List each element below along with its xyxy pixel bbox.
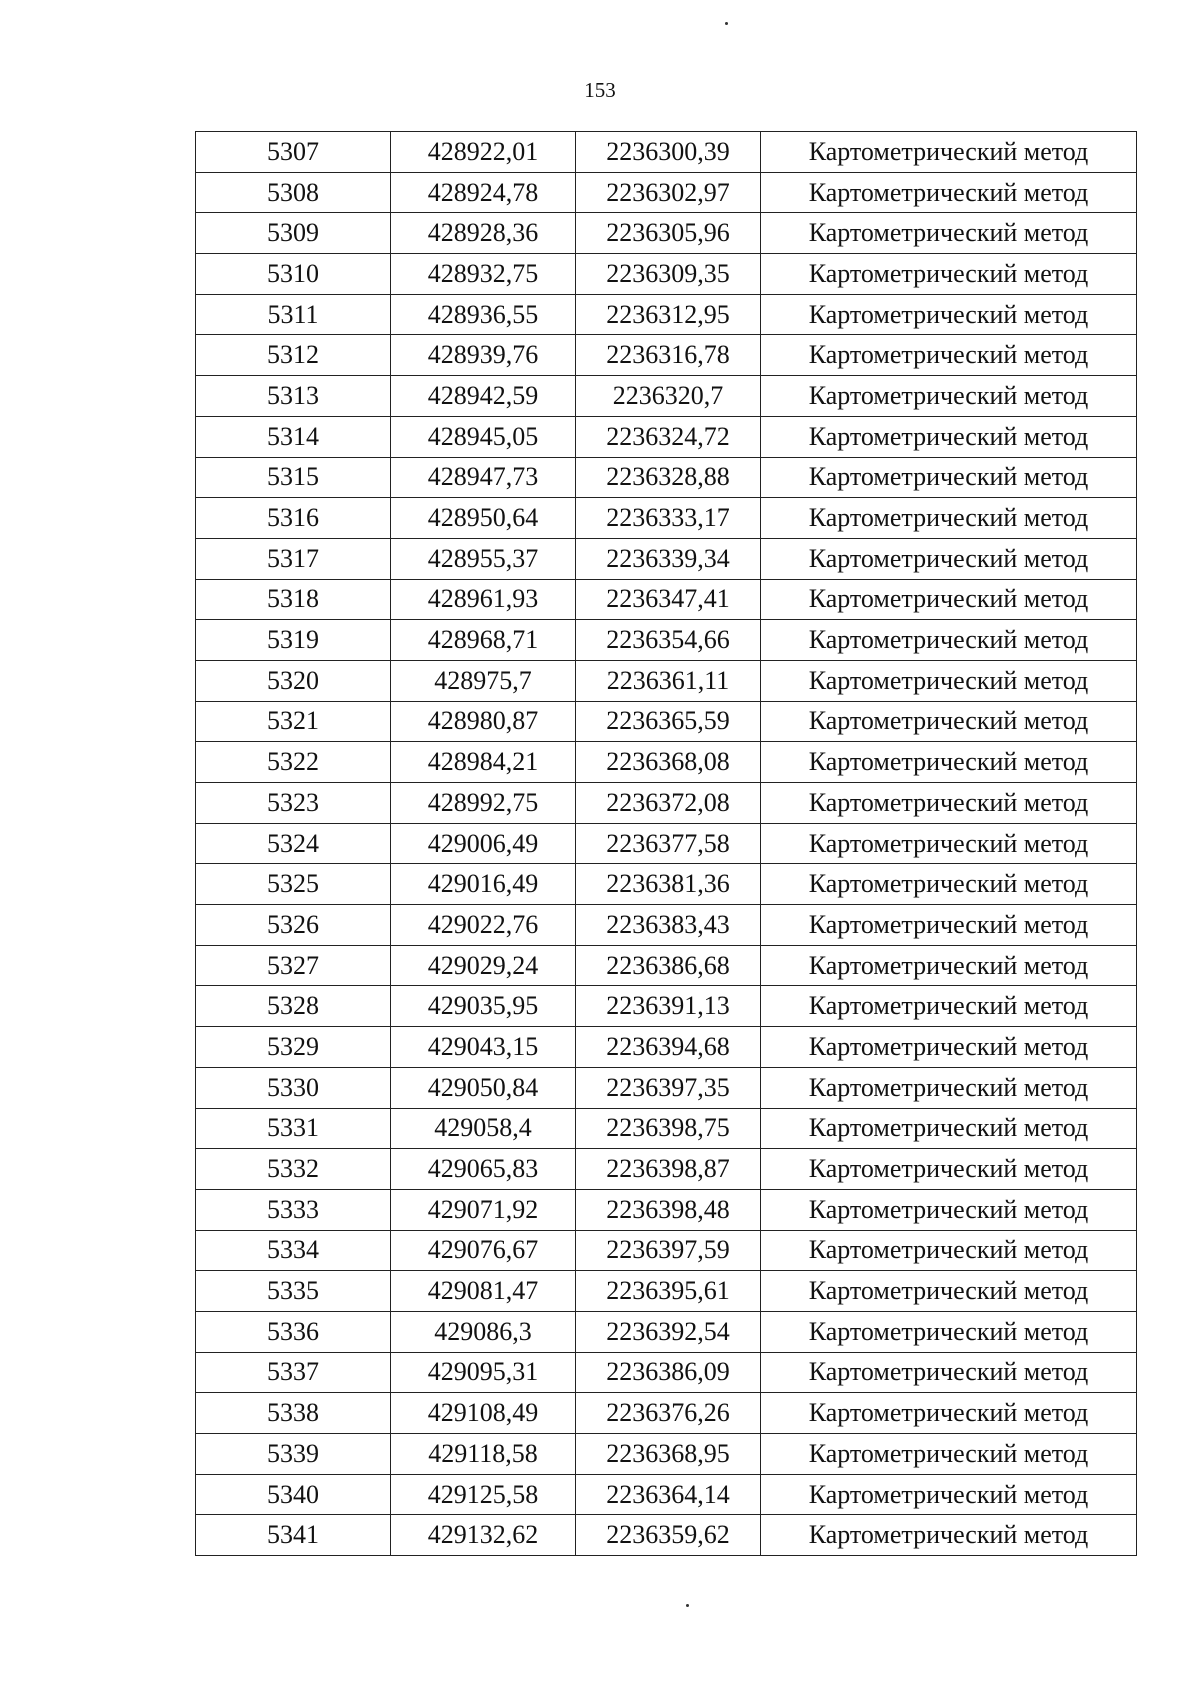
scan-speck	[686, 1604, 689, 1607]
y-coordinate-cell: 2236397,59	[576, 1230, 761, 1271]
table-row	[196, 213, 1137, 254]
table-row	[196, 457, 1137, 498]
y-coordinate-cell: 2236359,62	[576, 1515, 761, 1556]
table-row	[196, 294, 1137, 335]
table-row	[196, 701, 1137, 742]
x-coordinate-cell: 428975,7	[391, 660, 576, 701]
table-row	[196, 538, 1137, 579]
y-coordinate-cell: 2236398,87	[576, 1149, 761, 1190]
table-row	[196, 498, 1137, 539]
x-coordinate-cell: 428942,59	[391, 376, 576, 417]
x-coordinate-cell: 428947,73	[391, 457, 576, 498]
table-row	[196, 1067, 1137, 1108]
method-cell: Картометрический метод	[761, 498, 1137, 539]
table-row	[196, 945, 1137, 986]
table-row	[196, 1108, 1137, 1149]
y-coordinate-cell: 2236372,08	[576, 783, 761, 824]
y-coordinate-cell: 2236398,48	[576, 1189, 761, 1230]
point-number-cell: 5340	[196, 1474, 391, 1515]
y-coordinate-cell: 2236377,58	[576, 823, 761, 864]
x-coordinate-cell: 428939,76	[391, 335, 576, 376]
x-coordinate-cell: 429081,47	[391, 1271, 576, 1312]
method-cell: Картометрический метод	[761, 1108, 1137, 1149]
y-coordinate-cell: 2236398,75	[576, 1108, 761, 1149]
x-coordinate-cell: 428955,37	[391, 538, 576, 579]
table-row	[196, 1027, 1137, 1068]
point-number-cell: 5326	[196, 905, 391, 946]
x-coordinate-cell: 429095,31	[391, 1352, 576, 1393]
table-row	[196, 1393, 1137, 1434]
point-number-cell: 5314	[196, 416, 391, 457]
y-coordinate-cell: 2236333,17	[576, 498, 761, 539]
table-row	[196, 620, 1137, 661]
method-cell: Картометрический метод	[761, 132, 1137, 173]
point-number-cell: 5332	[196, 1149, 391, 1190]
point-number-cell: 5330	[196, 1067, 391, 1108]
point-number-cell: 5318	[196, 579, 391, 620]
x-coordinate-cell: 429029,24	[391, 945, 576, 986]
table-row	[196, 376, 1137, 417]
y-coordinate-cell: 2236305,96	[576, 213, 761, 254]
y-coordinate-cell: 2236383,43	[576, 905, 761, 946]
x-coordinate-cell: 429086,3	[391, 1311, 576, 1352]
y-coordinate-cell: 2236361,11	[576, 660, 761, 701]
y-coordinate-cell: 2236347,41	[576, 579, 761, 620]
point-number-cell: 5333	[196, 1189, 391, 1230]
point-number-cell: 5308	[196, 172, 391, 213]
method-cell: Картометрический метод	[761, 538, 1137, 579]
point-number-cell: 5324	[196, 823, 391, 864]
y-coordinate-cell: 2236397,35	[576, 1067, 761, 1108]
table-row	[196, 1474, 1137, 1515]
y-coordinate-cell: 2236328,88	[576, 457, 761, 498]
method-cell: Картометрический метод	[761, 1271, 1137, 1312]
table-row	[196, 742, 1137, 783]
x-coordinate-cell: 429035,95	[391, 986, 576, 1027]
point-number-cell: 5320	[196, 660, 391, 701]
method-cell: Картометрический метод	[761, 294, 1137, 335]
y-coordinate-cell: 2236386,09	[576, 1352, 761, 1393]
x-coordinate-cell: 428932,75	[391, 254, 576, 295]
point-number-cell: 5310	[196, 254, 391, 295]
y-coordinate-cell: 2236324,72	[576, 416, 761, 457]
x-coordinate-cell: 428928,36	[391, 213, 576, 254]
point-number-cell: 5316	[196, 498, 391, 539]
table-row	[196, 1230, 1137, 1271]
method-cell: Картометрический метод	[761, 945, 1137, 986]
method-cell: Картометрический метод	[761, 1352, 1137, 1393]
page-number: 153	[584, 78, 616, 102]
table-row	[196, 172, 1137, 213]
y-coordinate-cell: 2236320,7	[576, 376, 761, 417]
point-number-cell: 5321	[196, 701, 391, 742]
point-number-cell: 5329	[196, 1027, 391, 1068]
method-cell: Картометрический метод	[761, 823, 1137, 864]
x-coordinate-cell: 428950,64	[391, 498, 576, 539]
point-number-cell: 5334	[196, 1230, 391, 1271]
table-row	[196, 1515, 1137, 1556]
scan-speck	[725, 22, 728, 25]
x-coordinate-cell: 428936,55	[391, 294, 576, 335]
x-coordinate-cell: 429118,58	[391, 1434, 576, 1475]
method-cell: Картометрический метод	[761, 254, 1137, 295]
table-row	[196, 1434, 1137, 1475]
x-coordinate-cell: 428984,21	[391, 742, 576, 783]
method-cell: Картометрический метод	[761, 864, 1137, 905]
table-row	[196, 986, 1137, 1027]
point-number-cell: 5311	[196, 294, 391, 335]
y-coordinate-cell: 2236395,61	[576, 1271, 761, 1312]
y-coordinate-cell: 2236364,14	[576, 1474, 761, 1515]
method-cell: Картометрический метод	[761, 1149, 1137, 1190]
table-row	[196, 132, 1137, 173]
method-cell: Картометрический метод	[761, 457, 1137, 498]
x-coordinate-cell: 428922,01	[391, 132, 576, 173]
y-coordinate-cell: 2236316,78	[576, 335, 761, 376]
point-number-cell: 5325	[196, 864, 391, 905]
point-number-cell: 5337	[196, 1352, 391, 1393]
point-number-cell: 5312	[196, 335, 391, 376]
method-cell: Картометрический метод	[761, 1189, 1137, 1230]
point-number-cell: 5339	[196, 1434, 391, 1475]
x-coordinate-cell: 428945,05	[391, 416, 576, 457]
x-coordinate-cell: 429071,92	[391, 1189, 576, 1230]
y-coordinate-cell: 2236309,35	[576, 254, 761, 295]
point-number-cell: 5317	[196, 538, 391, 579]
x-coordinate-cell: 429076,67	[391, 1230, 576, 1271]
method-cell: Картометрический метод	[761, 213, 1137, 254]
y-coordinate-cell: 2236302,97	[576, 172, 761, 213]
point-number-cell: 5328	[196, 986, 391, 1027]
point-number-cell: 5309	[196, 213, 391, 254]
method-cell: Картометрический метод	[761, 1393, 1137, 1434]
x-coordinate-cell: 429043,15	[391, 1027, 576, 1068]
table-row	[196, 1352, 1137, 1393]
y-coordinate-cell: 2236394,68	[576, 1027, 761, 1068]
x-coordinate-cell: 429125,58	[391, 1474, 576, 1515]
coordinates-table-body	[196, 132, 1137, 1556]
y-coordinate-cell: 2236368,08	[576, 742, 761, 783]
x-coordinate-cell: 429016,49	[391, 864, 576, 905]
point-number-cell: 5307	[196, 132, 391, 173]
table-row	[196, 905, 1137, 946]
y-coordinate-cell: 2236392,54	[576, 1311, 761, 1352]
y-coordinate-cell: 2236300,39	[576, 132, 761, 173]
y-coordinate-cell: 2236376,26	[576, 1393, 761, 1434]
method-cell: Картометрический метод	[761, 1027, 1137, 1068]
point-number-cell: 5336	[196, 1311, 391, 1352]
y-coordinate-cell: 2236339,34	[576, 538, 761, 579]
point-number-cell: 5331	[196, 1108, 391, 1149]
table-row	[196, 864, 1137, 905]
method-cell: Картометрический метод	[761, 376, 1137, 417]
table-row	[196, 416, 1137, 457]
x-coordinate-cell: 428924,78	[391, 172, 576, 213]
x-coordinate-cell: 428968,71	[391, 620, 576, 661]
point-number-cell: 5338	[196, 1393, 391, 1434]
method-cell: Картометрический метод	[761, 1515, 1137, 1556]
x-coordinate-cell: 429058,4	[391, 1108, 576, 1149]
table-row	[196, 1149, 1137, 1190]
method-cell: Картометрический метод	[761, 783, 1137, 824]
method-cell: Картометрический метод	[761, 1230, 1137, 1271]
method-cell: Картометрический метод	[761, 742, 1137, 783]
table-row	[196, 1311, 1137, 1352]
method-cell: Картометрический метод	[761, 905, 1137, 946]
point-number-cell: 5322	[196, 742, 391, 783]
table-row	[196, 1271, 1137, 1312]
table-row	[196, 823, 1137, 864]
table-row	[196, 579, 1137, 620]
method-cell: Картометрический метод	[761, 172, 1137, 213]
method-cell: Картометрический метод	[761, 620, 1137, 661]
y-coordinate-cell: 2236365,59	[576, 701, 761, 742]
method-cell: Картометрический метод	[761, 416, 1137, 457]
method-cell: Картометрический метод	[761, 1474, 1137, 1515]
method-cell: Картометрический метод	[761, 1067, 1137, 1108]
table-row	[196, 783, 1137, 824]
x-coordinate-cell: 429022,76	[391, 905, 576, 946]
y-coordinate-cell: 2236391,13	[576, 986, 761, 1027]
y-coordinate-cell: 2236312,95	[576, 294, 761, 335]
method-cell: Картометрический метод	[761, 1434, 1137, 1475]
point-number-cell: 5341	[196, 1515, 391, 1556]
x-coordinate-cell: 428961,93	[391, 579, 576, 620]
method-cell: Картометрический метод	[761, 660, 1137, 701]
point-number-cell: 5335	[196, 1271, 391, 1312]
table-row	[196, 335, 1137, 376]
method-cell: Картометрический метод	[761, 986, 1137, 1027]
x-coordinate-cell: 428992,75	[391, 783, 576, 824]
x-coordinate-cell: 429065,83	[391, 1149, 576, 1190]
y-coordinate-cell: 2236354,66	[576, 620, 761, 661]
y-coordinate-cell: 2236368,95	[576, 1434, 761, 1475]
x-coordinate-cell: 429050,84	[391, 1067, 576, 1108]
point-number-cell: 5323	[196, 783, 391, 824]
method-cell: Картометрический метод	[761, 579, 1137, 620]
x-coordinate-cell: 429006,49	[391, 823, 576, 864]
x-coordinate-cell: 429132,62	[391, 1515, 576, 1556]
point-number-cell: 5327	[196, 945, 391, 986]
y-coordinate-cell: 2236386,68	[576, 945, 761, 986]
point-number-cell: 5313	[196, 376, 391, 417]
x-coordinate-cell: 428980,87	[391, 701, 576, 742]
point-number-cell: 5315	[196, 457, 391, 498]
x-coordinate-cell: 429108,49	[391, 1393, 576, 1434]
table-row	[196, 254, 1137, 295]
method-cell: Картометрический метод	[761, 1311, 1137, 1352]
coordinates-table	[195, 131, 1137, 1556]
y-coordinate-cell: 2236381,36	[576, 864, 761, 905]
point-number-cell: 5319	[196, 620, 391, 661]
table-row	[196, 1189, 1137, 1230]
method-cell: Картометрический метод	[761, 335, 1137, 376]
table-row	[196, 660, 1137, 701]
method-cell: Картометрический метод	[761, 701, 1137, 742]
